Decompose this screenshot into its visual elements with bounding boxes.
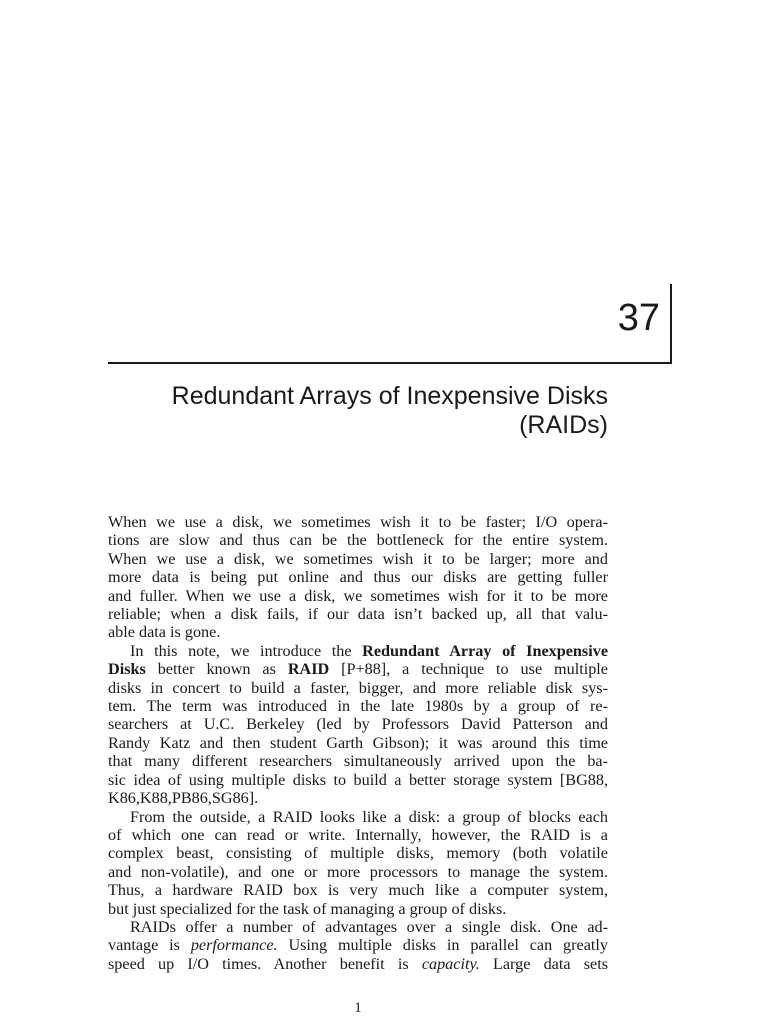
text-line: When we use a disk, we sometimes wish it to be faster; I/O opera- — [108, 513, 608, 531]
text-line — [108, 660, 608, 678]
text-line: tem. The term was introduced in the late 1980s by a group of re- — [108, 697, 608, 716]
text-line: searchers at U.C. Berkeley (led by Professors David Patterson and — [108, 715, 608, 734]
text-line: of which one can read or write. Internally, however, the RAID is a — [108, 825, 608, 844]
text-span: [P+88], a technique to use multiple — [329, 660, 608, 679]
text-line: that many different researchers simultaneously arrived upon the ba- — [108, 752, 608, 771]
text-line: tions are slow and thus can be the bottleneck for the entire system. — [108, 531, 608, 550]
italic-term: performance. — [190, 936, 278, 955]
text-span: vantage is — [108, 936, 191, 955]
bold-term: Redundant Array of Inexpensive — [362, 641, 608, 660]
text-line: able data is gone. — [108, 623, 221, 642]
text-line — [108, 955, 608, 973]
chapter-title — [108, 382, 608, 440]
text-span: Large data sets — [479, 954, 608, 973]
text-line: complex beast, consisting of multiple disks, memory (both volatile — [108, 844, 608, 863]
chapter-title-line2: (RAIDs) — [519, 411, 608, 439]
text-line: and fuller. When we use a disk, we sometimes wish for it to be more — [108, 586, 608, 605]
text-line — [108, 642, 608, 660]
bold-term: Disks — [108, 660, 146, 679]
chapter-number: 37 — [617, 297, 660, 339]
text-line: reliable; when a disk fails, if our data isn’t backed up, all that valu- — [108, 605, 608, 624]
text-span: RAIDs offer a number of advantages over a single disk. One ad- — [130, 917, 608, 936]
text-line: K86,K88,PB86,SG86]. — [108, 789, 259, 808]
chapter-vertical-rule — [670, 284, 672, 364]
page-number: 1 — [354, 1000, 362, 1016]
text-span: speed up I/O times. Another benefit is — [108, 954, 422, 973]
text-span: From the outside, a RAID looks like a disk: a group of blocks each — [130, 807, 608, 826]
text-line: Randy Katz and then student Garth Gibson); it was around this time — [108, 733, 608, 752]
text-line: but just specialized for the task of managing a group of disks. — [108, 899, 507, 918]
text-line — [108, 936, 608, 954]
text-line — [108, 918, 608, 936]
chapter-title-line1: Redundant Arrays of Inexpensive Disks — [171, 382, 608, 410]
text-span: In this note, we introduce the — [130, 641, 363, 660]
body-text — [108, 513, 608, 973]
bold-term: RAID — [287, 660, 330, 679]
text-line — [108, 808, 608, 826]
text-line: more data is being put online and thus our disks are getting fuller — [108, 568, 608, 587]
text-span: better known as — [145, 660, 288, 679]
italic-term: capacity. — [421, 954, 480, 973]
text-line: disks in concert to build a faster, bigger, and more reliable disk sys- — [108, 678, 608, 697]
text-line: and non-volatile), and one or more processors to manage the system. — [108, 862, 608, 881]
text-span: Using multiple disks in parallel can greatly — [277, 936, 608, 955]
text-line: When we use a disk, we sometimes wish it to be larger; more and — [108, 549, 608, 568]
chapter-horizontal-rule — [108, 362, 672, 364]
text-line: Thus, a hardware RAID box is very much like a computer system, — [108, 881, 608, 900]
text-line: sic idea of using multiple disks to build a better storage system [BG88, — [108, 770, 608, 789]
